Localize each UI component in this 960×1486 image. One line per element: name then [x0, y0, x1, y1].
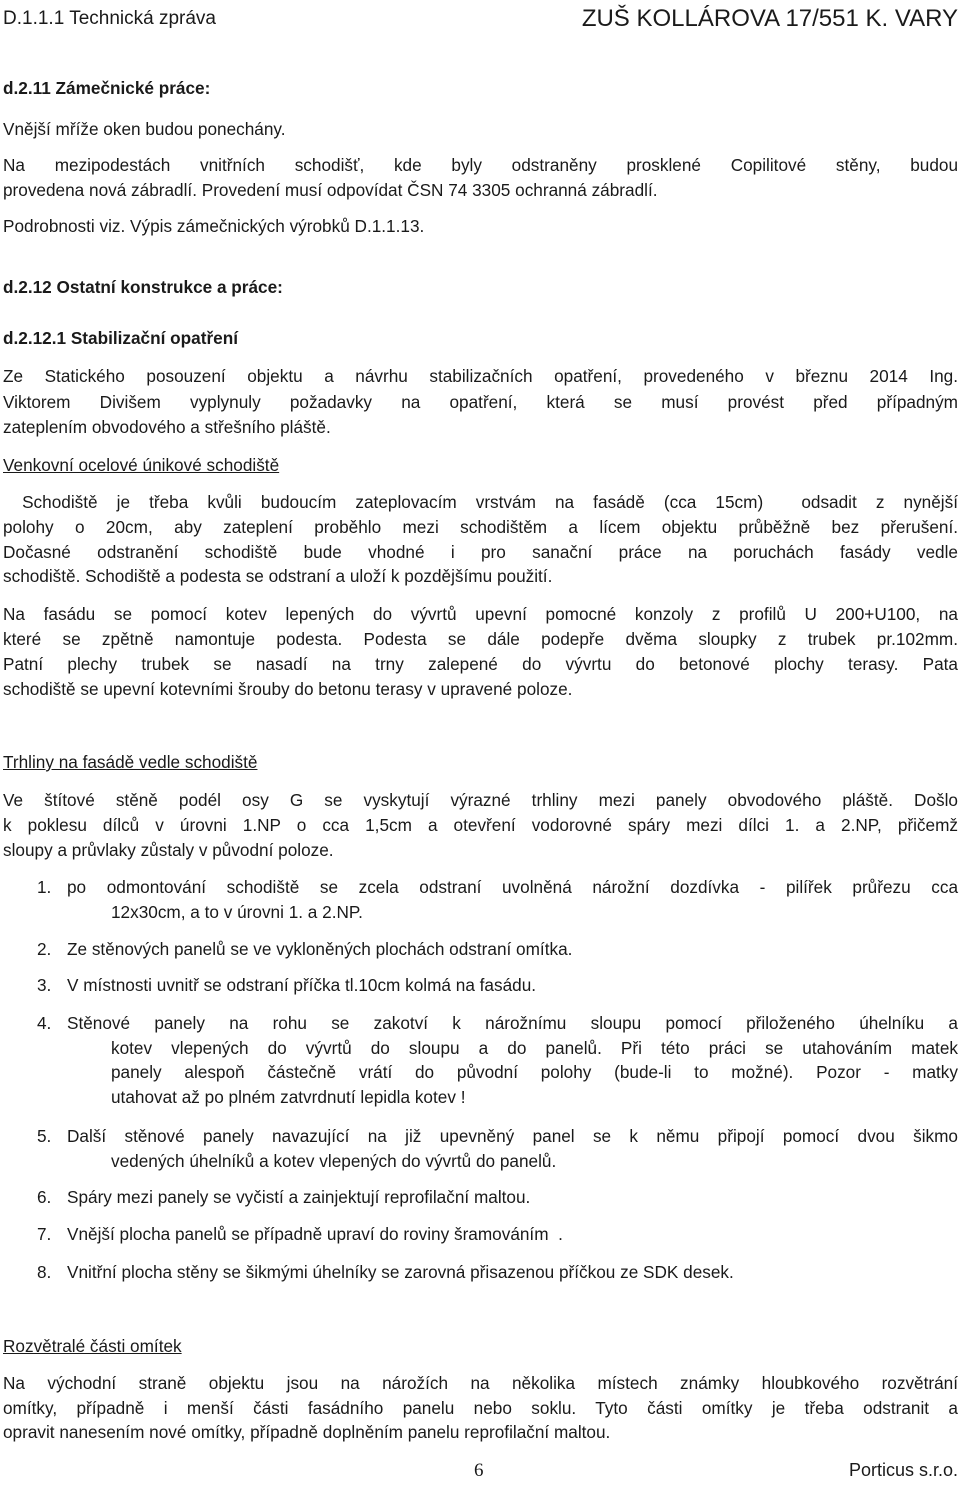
list-item-text: Další stěnové panely navazující na již upevněný panel se k němu připojí pomocí dvou šikmo: [67, 1126, 958, 1146]
title-stairs: Venkovní ocelové únikové schodiště: [3, 455, 280, 475]
list-item-number: 1.: [37, 877, 52, 897]
list-item-number: 2.: [37, 939, 52, 959]
para-stairs2-l2: které se zpětně namontuje podesta. Podesta se dále podepře dvěma sloupky z trubek pr.102mm.: [3, 629, 958, 649]
list-item-text: utahovat až po plném zatvrdnutí lepidla kotev !: [111, 1086, 466, 1107]
para-static-l3: zateplením obvodového a střešního pláště.: [3, 417, 331, 437]
para-plaster-l1: Na východní straně objektu jsou na nárožích na několika místech známky hloubkového rozvětrání: [3, 1373, 958, 1393]
list-item-text: Vnější plocha panelů se případně upraví do roviny šramováním .: [67, 1224, 563, 1244]
list-item-text: Spáry mezi panely se vyčistí a zainjektují reprofilační maltou.: [67, 1187, 531, 1207]
para-stairs1-l2: polohy o 20cm, aby zateplení proběhlo mezi schodištěm a lícem objektu průběžně bez přerušení.: [3, 517, 958, 537]
para-stairs2-l1: Na fasádu se pomocí kotev lepených do vývrtů upevní pomocné konzoly z profilů U 200+U100, na: [3, 604, 958, 624]
title-plaster: Rozvětralé části omítek: [3, 1336, 182, 1356]
list-item-text: Stěnové panely na rohu se zakotví k nárožnímu sloupu pomocí přiloženého úhelníku a: [67, 1013, 958, 1033]
list-item-text: Ze stěnových panelů se ve vykloněných plochách odstraní omítka.: [67, 939, 573, 959]
para-static-l1: Ze Statického posouzení objektu a návrhu stabilizačních opatření, provedeného v březnu 2014 Ing.: [3, 366, 958, 386]
para-cracks-l2: k poklesu dílců v úrovni 1.NP o cca 1,5cm a otevření vodorovné spáry mezi dílci 1. a 2.NP, přičemž: [3, 815, 958, 835]
para-railings-l1: Na mezipodestách vnitřních schodišť, kde byly odstraněny prosklené Copilitové stěny, budou: [3, 155, 958, 175]
para-stairs1-l4: schodiště. Schodiště a podesta se odstraní a uloží k pozdějšímu použití.: [3, 566, 553, 586]
list-item-text: 12x30cm, a to v úrovni 1. a 2.NP.: [111, 901, 363, 922]
page-number: 6: [474, 1460, 484, 1481]
heading-d211: d.2.11 Zámečnické práce:: [3, 78, 211, 98]
para-cracks-l1: Ve štítové stěně podél osy G se vyskytují výrazné trhliny mezi panely obvodového pláště. Došlo: [3, 790, 958, 810]
footer-company: Porticus s.r.o.: [848, 1460, 958, 1480]
para-railings-l2: provedena nová zábradlí. Provedení musí odpovídat ČSN 74 3305 ochranná zábradlí.: [3, 180, 658, 200]
para-plaster-l3: opravit nanesením nové omítky, případně doplněním panelu reprofilační maltou.: [3, 1422, 611, 1442]
title-cracks: Trhliny na fasádě vedle schodiště: [3, 752, 258, 772]
heading-d2121: d.2.12.1 Stabilizační opatření: [3, 328, 238, 348]
list-item-number: 5.: [37, 1126, 52, 1146]
list-item-number: 6.: [37, 1187, 52, 1207]
para-stairs1-l1: Schodiště je třeba kvůli budoucím zateplovacím vrstvám na fasádě (cca 15cm) odsadit z nynější: [3, 492, 958, 512]
header-doc-id: D.1.1.1 Technická zpráva: [3, 8, 216, 29]
para-static-l2: Viktorem Divišem vyplynuly požadavky na opatření, která se musí provést před případným: [3, 392, 958, 412]
para-stairs2-l3: Patní plechy trubek se nasadí na trny zalepené do vývrtu do betonové plochy terasy. Pata: [3, 654, 958, 674]
para-plaster-l2: omítky, případně i menší části fasádního panelu nebo soklu. Tyto části omítky je třeba odstranit a: [3, 1398, 958, 1418]
list-item-number: 8.: [37, 1262, 52, 1282]
list-item-number: 3.: [37, 975, 52, 995]
header-project: ZUŠ KOLLÁROVA 17/551 K. VARY: [581, 5, 958, 32]
list-item-text: vedených úhelníků a kotev vlepených do vývrtů do panelů.: [111, 1150, 557, 1171]
list-item-text: V místnosti uvnitř se odstraní příčka tl.10cm kolmá na fasádu.: [67, 975, 537, 995]
para-cracks-l3: sloupy a průvlaky zůstaly v původní poloze.: [3, 840, 334, 860]
list-item-number: 7.: [37, 1224, 52, 1244]
para-windows: Vnější mříže oken budou ponechány.: [3, 119, 286, 139]
para-details: Podrobnosti viz. Výpis zámečnických výrobků D.1.1.13.: [3, 216, 425, 236]
para-stairs1-l3: Dočasné odstranění schodiště bude vhodné i pro sanační práce na poruchách fasády vedle: [3, 542, 958, 562]
list-item-text: kotev vlepených do vývrtů do sloupu a do panelů. Při této práci se utahováním matek: [111, 1037, 958, 1058]
para-stairs2-l4: schodiště se upevní kotevními šrouby do betonu terasy v upravené poloze.: [3, 679, 573, 699]
list-item-number: 4.: [37, 1013, 52, 1033]
list-item-text: po odmontování schodiště se zcela odstraní uvolněná nárožní dozdívka - pilířek průřezu cca: [67, 877, 958, 897]
list-item-text: Vnitřní plocha stěny se šikmými úhelníky se zarovná přisazenou příčkou ze SDK desek.: [67, 1262, 734, 1282]
list-item-text: panely alespoň částečně vrátí do původní polohy (bude-li to možné). Pozor - matky: [111, 1062, 958, 1082]
heading-d212: d.2.12 Ostatní konstrukce a práce:: [3, 277, 283, 297]
